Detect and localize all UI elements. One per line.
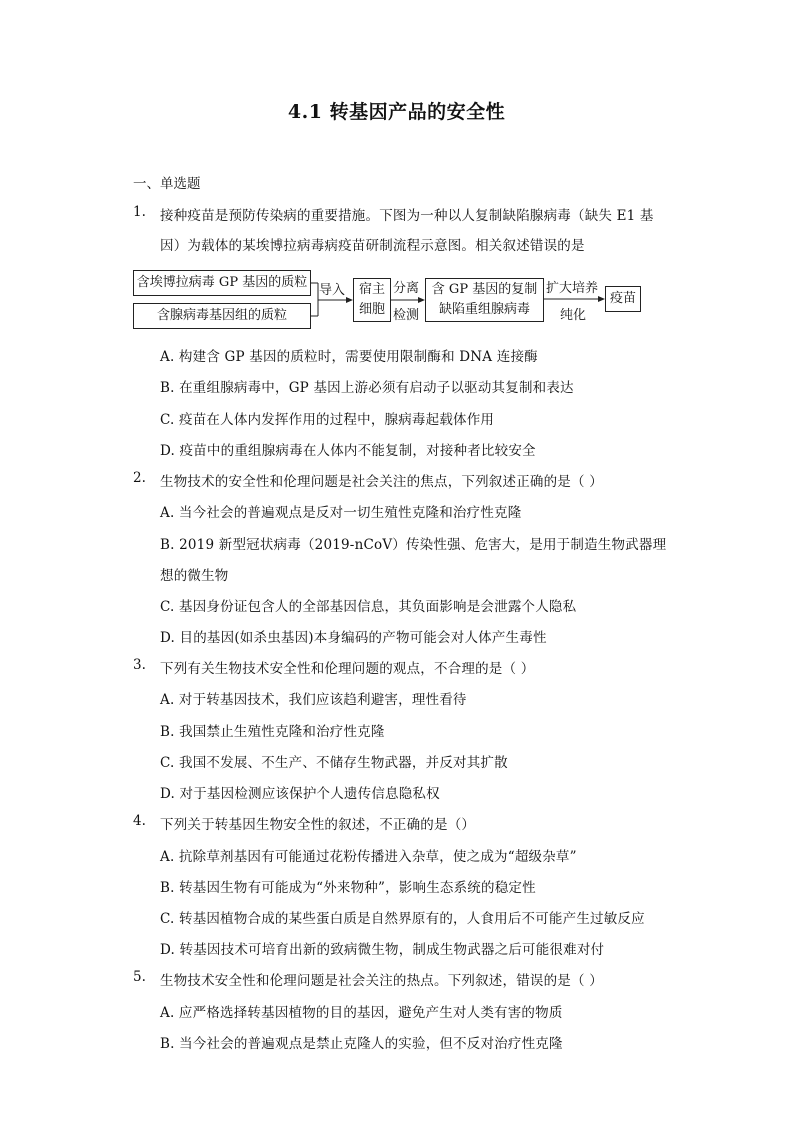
- question-3-stem: 下列有关生物技术安全性和伦理问题的观点，不合理的是（ ）: [160, 661, 535, 677]
- question-2-option-c: C. 基因身份证包含人的全部基因信息，其负面影响是会泄露个人隐私: [160, 599, 577, 615]
- question-2-option-b: B. 2019 新型冠状病毒（2019-nCoV）传染性强、危害大，是用于制造生物武器理: [160, 537, 667, 553]
- flow-recombinant-line-2: 缺陷重组腺病毒: [438, 302, 530, 317]
- question-2-number: 2.: [133, 470, 146, 486]
- question-2-option-a: A. 当今社会的普遍观点是反对一切生殖性克隆和治疗性克隆: [160, 505, 522, 521]
- question-2-stem: 生物技术的安全性和伦理问题是社会关注的焦点，下列叙述正确的是（ ）: [160, 474, 603, 490]
- question-1-option-b: B. 在重组腺病毒中，GP 基因上游必须有启动子以驱动其复制和表达: [160, 380, 574, 396]
- question-4-option-c: C. 转基因植物合成的某些蛋白质是自然界原有的，人食用后不可能产生过敏反应: [160, 911, 645, 927]
- question-2-option-b-cont: 想的微生物: [160, 568, 229, 584]
- question-4-option-b: B. 转基因生物有可能成为“外来物种”，影响生态系统的稳定性: [160, 880, 536, 896]
- question-3-option-d: D. 对于基因检测应该保护个人遗传信息隐私权: [160, 786, 440, 802]
- flow-box-adeno-plasmid: 含腺病毒基因组的质粒: [133, 303, 311, 329]
- question-2-option-d: D. 目的基因(如杀虫基因)本身编码的产物可能会对人体产生毒性: [160, 630, 547, 646]
- question-1-number: 1.: [133, 204, 146, 220]
- flow-host-line-2: 细胞: [358, 302, 385, 317]
- question-4-number: 4.: [133, 813, 146, 829]
- question-5-stem: 生物技术安全性和伦理问题是社会关注的热点。下列叙述，错误的是（ ）: [160, 973, 603, 989]
- flow-label-purify: 纯化: [560, 308, 587, 323]
- question-4-option-a: A. 抗除草剂基因有可能通过花粉传播进入杂草，使之成为“超级杂草”: [160, 849, 577, 865]
- question-4-stem: 下列关于转基因生物安全性的叙述，不正确的是（）: [160, 817, 476, 833]
- question-5-option-a: A. 应严格选择转基因植物的目的基因，避免产生对人类有害的物质: [160, 1005, 563, 1021]
- question-3-option-a: A. 对于转基因技术，我们应该趋利避害，理性看待: [160, 692, 467, 708]
- flow-box-gp-plasmid: 含埃博拉病毒 GP 基因的质粒: [133, 270, 311, 296]
- question-5-option-b: B. 当今社会的普遍观点是禁止克隆人的实验，但不反对治疗性克隆: [160, 1036, 563, 1052]
- flow-box-vaccine: 疫苗: [605, 286, 641, 312]
- question-1-stem-line-2: 因）为载体的某埃博拉病毒病疫苗研制流程示意图。相关叙述错误的是: [160, 238, 585, 254]
- flow-box-recombinant-virus: [425, 278, 544, 322]
- page-title: 4.1 转基因产品的安全性: [287, 101, 506, 123]
- flow-label-culture: 扩大培养: [546, 281, 599, 296]
- flow-label-detect: 检测: [393, 308, 420, 323]
- question-1-option-d: D. 疫苗中的重组腺病毒在人体内不能复制，对接种者比较安全: [160, 443, 536, 459]
- flow-recombinant-line-1: 含 GP 基因的复制: [431, 282, 538, 297]
- flow-host-line-1: 宿主: [358, 282, 385, 297]
- question-1-option-a: A. 构建含 GP 基因的质粒时，需要使用限制酶和 DNA 连接酶: [160, 349, 538, 365]
- flow-box-host-cell: [353, 278, 391, 322]
- question-4-option-d: D. 转基因技术可培育出新的致病微生物，制成生物武器之后可能很难对付: [160, 942, 605, 958]
- question-3-option-c: C. 我国不发展、不生产、不储存生物武器，并反对其扩散: [160, 755, 508, 771]
- question-1-stem-line-1: 接种疫苗是预防传染病的重要措施。下图为一种以人复制缺陷腺病毒（缺失 E1 基: [160, 208, 654, 224]
- question-5-number: 5.: [133, 969, 146, 985]
- flow-label-separate: 分离: [393, 281, 420, 296]
- question-3-number: 3.: [133, 657, 146, 673]
- section-heading: 一、单选题: [133, 176, 201, 192]
- question-1-option-c: C. 疫苗在人体内发挥作用的过程中，腺病毒起载体作用: [160, 412, 495, 428]
- flow-label-import: 导入: [319, 283, 346, 298]
- question-3-option-b: B. 我国禁止生殖性克隆和治疗性克隆: [160, 724, 385, 740]
